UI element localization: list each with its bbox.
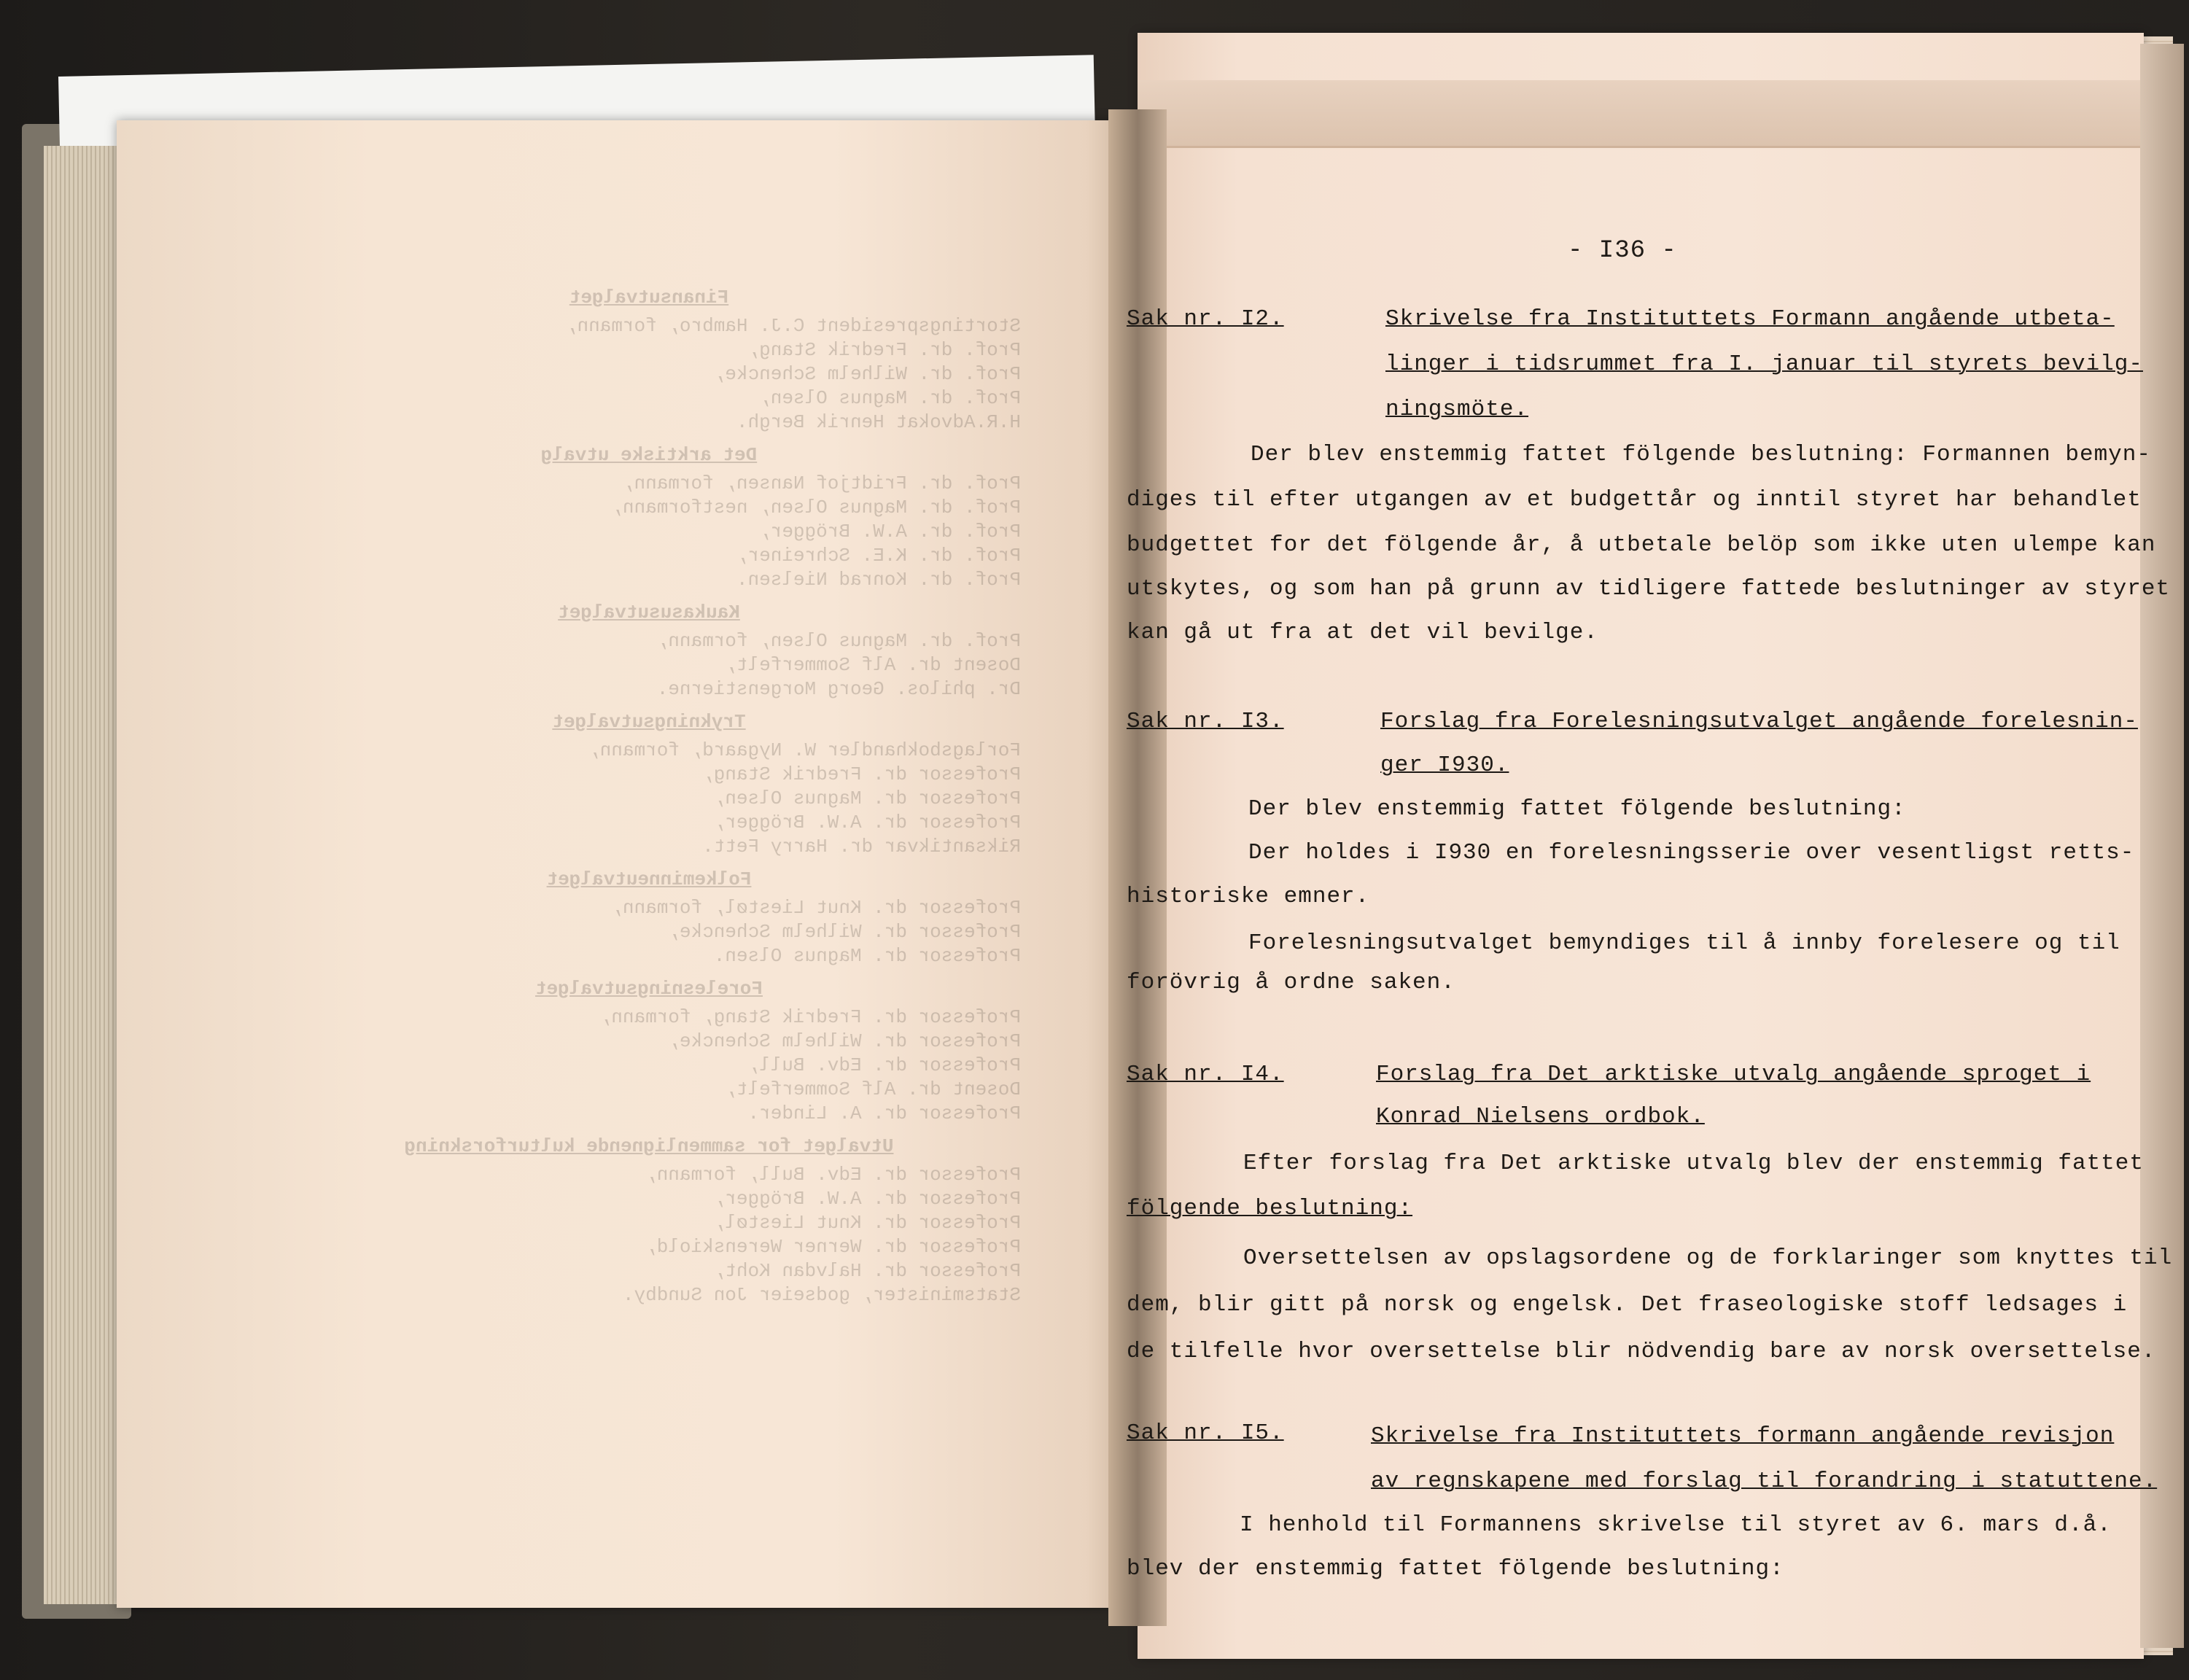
bleed-line: Professor dr. Knut Liestøl, <box>713 1212 1021 1234</box>
case-ref-12: Sak nr. I2. <box>1127 306 1284 332</box>
bleed-line: Professor dr. A. Linder. <box>747 1102 1021 1124</box>
bleed-line: Professor dr. Wilhelm Schencke, <box>668 1030 1021 1052</box>
bleed-line: Professor dr. Edv. Bull, <box>747 1054 1021 1076</box>
bleed-line: Professor dr. Wilhelm Schencke, <box>668 921 1021 943</box>
body-line: utskytes, og som han på grunn av tidligere fattede beslutninger av styret <box>1127 576 2171 602</box>
bleed-line: Professor dr. A.W. Brögger, <box>713 812 1021 833</box>
case-heading-line: Skrivelse fra Instituttets formann angående revisjon <box>1371 1423 2115 1449</box>
bleed-heading: Folkeminneutvalget <box>546 868 752 890</box>
body-line: forövrig å ordne saken. <box>1127 970 1455 995</box>
bleed-line: Professor dr. Halvdan Koht, <box>713 1260 1021 1282</box>
body-line: Oversettelsen av opslagsordene og de forklaringer som knyttes til <box>1243 1245 2173 1271</box>
page-number: - I36 - <box>1568 237 1677 265</box>
case-heading-line: Forslag fra Det arktiske utvalg angående sproget i <box>1376 1062 2091 1087</box>
bleed-line: Prof. dr. Fridtjof Nansen, formann, <box>622 472 1021 494</box>
bleed-section-0 <box>277 286 1021 435</box>
case-heading-line: Forslag fra Forelesningsutvalget angående forelesnin- <box>1380 709 2138 734</box>
body-line: kan gå ut fra at det vil bevilge. <box>1127 620 1598 645</box>
body-line: Der blev enstemmig fattet fölgende beslutning: Formannen bemyn- <box>1251 442 2151 467</box>
body-line: fölgende beslutning: <box>1127 1196 1413 1221</box>
case-heading-line: linger i tidsrummet fra I. januar til styrets bevilg- <box>1385 351 2143 377</box>
bleed-line: Professor dr. Knut Liestøl, formann, <box>611 897 1021 919</box>
book-gutter <box>1108 109 1167 1626</box>
body-line: de tilfelle hvor oversettelse blir nödvendig bare av norsk oversettelse. <box>1127 1339 2156 1364</box>
left-page-bleed-text <box>277 277 1021 1307</box>
bleed-line: Prof. dr. A.W. Brögger, <box>759 521 1021 542</box>
case-ref-13: Sak nr. I3. <box>1127 709 1284 734</box>
bleed-heading: Utvalget for sammenlignende kulturforskning <box>404 1135 894 1157</box>
body-line: budgettet for det fölgende år, å utbetale belöp som ikke uten ulempe kan <box>1127 532 2156 558</box>
bleed-line: Prof. dr. Magnus Olsen, nestformann, <box>611 497 1021 518</box>
body-line: Efter forslag fra Det arktiske utvalg blev der enstemmig fattet <box>1243 1151 2144 1176</box>
bleed-section-1 <box>277 443 1021 592</box>
bleed-line: Professor dr. Fredrik Stang, <box>702 763 1021 785</box>
bleed-line: Prof. dr. Fredrik Stang, <box>747 339 1021 361</box>
bleed-line: Statsminister, godseier Jon Sundby. <box>622 1284 1021 1306</box>
bleed-line: Professor dr. A.W. Brögger, <box>713 1188 1021 1210</box>
bleed-line: Professor dr. Fredrik Stang, formann, <box>599 1006 1021 1028</box>
page-fold <box>1138 80 2144 148</box>
bleed-line: Professor dr. Magnus Olsen. <box>713 945 1021 967</box>
bleed-heading: Trykningsutvalget <box>552 711 746 733</box>
case-ref-15: Sak nr. I5. <box>1127 1420 1284 1446</box>
body-line: Der blev enstemmig fattet fölgende beslutning: <box>1248 796 1906 822</box>
body-line: diges til efter utgangen av et budgettår og inntil styret har behandlet <box>1127 487 2142 513</box>
bleed-line: Dosent dr. Alf Sommerfelt, <box>725 654 1021 676</box>
bleed-heading: Finansutvalget <box>569 287 729 308</box>
bleed-heading: Kaukasusutvalget <box>558 602 740 623</box>
bleed-heading: Forelesningsutvalget <box>534 978 763 1000</box>
bleed-line: Prof. dr. K.E. Schreiner, <box>736 545 1021 567</box>
bleed-line: Professor dr. Werner Werenskiold, <box>645 1236 1021 1258</box>
bleed-section-6 <box>277 1135 1021 1307</box>
bleed-line: Stortingspresident C.J. Hambro, formann, <box>565 315 1021 337</box>
case-ref-14: Sak nr. I4. <box>1127 1062 1284 1087</box>
case-heading-line: av regnskapene med forslag til forandring i statuttene. <box>1371 1469 2158 1494</box>
body-line: Forelesningsutvalget bemyndiges til å innby forelesere og til <box>1248 930 2120 956</box>
bleed-line: Dosent dr. Alf Sommerfelt, <box>725 1078 1021 1100</box>
bleed-section-5 <box>277 977 1021 1126</box>
bleed-line: Prof. dr. Magnus Olsen, formann, <box>656 630 1021 652</box>
bleed-line: Professor dr. Magnus Olsen, <box>713 788 1021 809</box>
case-heading-line: ger I930. <box>1380 752 1509 778</box>
bleed-line: Forlagsbokhandler W. Nygaard, formann, <box>588 739 1021 761</box>
bleed-line: Prof. dr. Konrad Nielsen. <box>736 569 1021 591</box>
bleed-section-3 <box>277 710 1021 859</box>
body-line: Der holdes i I930 en forelesningsserie over vesentligst retts- <box>1248 840 2135 866</box>
bleed-line: H.R.Advokat Henrik Bergh. <box>736 411 1021 433</box>
bleed-line: Riksantikvar dr. Harry Fett. <box>702 836 1021 858</box>
right-page-edges <box>2140 44 2184 1648</box>
bleed-line: Professor dr. Edv. Bull, formann, <box>645 1164 1021 1186</box>
case-heading-line: Skrivelse fra Instituttets Formann angående utbeta- <box>1385 306 2115 332</box>
bleed-heading: Det arktiske utvalg <box>540 444 758 466</box>
body-line: dem, blir gitt på norsk og engelsk. Det fraseologiske stoff ledsages i <box>1127 1292 2128 1318</box>
case-heading-line: ningsmöte. <box>1385 397 1529 422</box>
bleed-section-2 <box>277 601 1021 701</box>
body-line: I henhold til Formannens skrivelse til styret av 6. mars d.å. <box>1240 1512 2112 1538</box>
bleed-line: Prof. dr. Magnus Olsen, <box>759 387 1021 409</box>
body-line: blev der enstemmig fattet fölgende beslutning: <box>1127 1556 1784 1582</box>
body-line: historiske emner. <box>1127 884 1370 909</box>
case-heading-line: Konrad Nielsens ordbok. <box>1376 1104 1705 1129</box>
bleed-section-4 <box>277 868 1021 968</box>
bleed-line: Prof. dr. Wilhelm Schencke, <box>713 363 1021 385</box>
bleed-line: Dr. philos. Georg Morgenstierne. <box>656 678 1021 700</box>
